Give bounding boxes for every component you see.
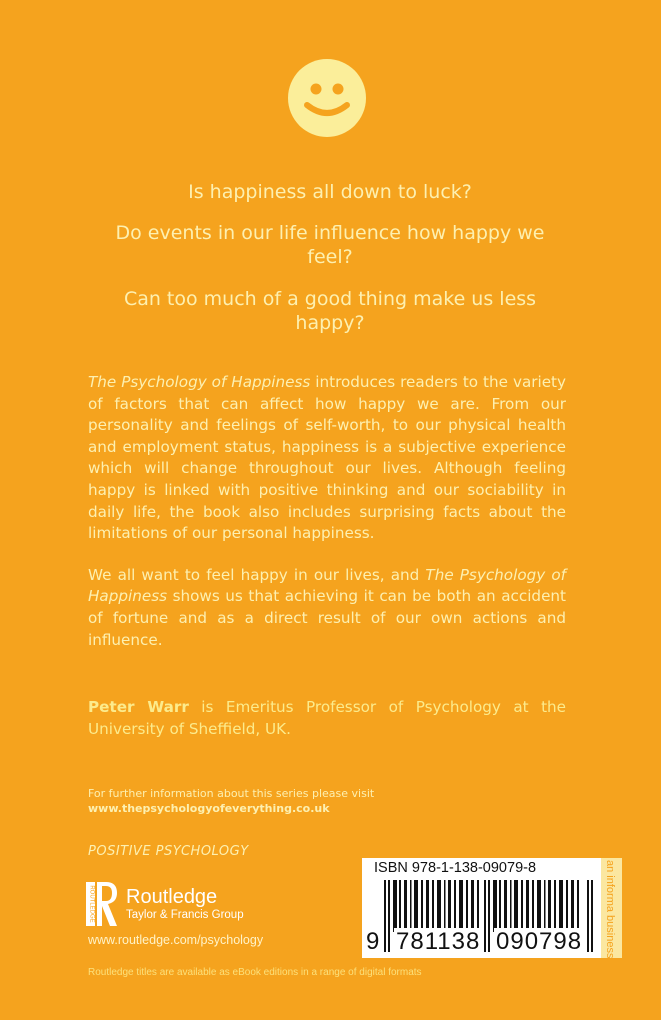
publisher-url-link[interactable]: www.routledge.com/psychology: [88, 933, 264, 947]
description-paragraph-2: We all want to feel happy in our lives, and The Psychology of Happiness shows us that achieving it can be both an accident of fortune and as a direct result of our own actions and influence.: [88, 565, 566, 649]
routledge-logo: [86, 882, 244, 926]
questions-block: [60, 180, 600, 353]
book-description: [88, 372, 566, 671]
ean-first-digit: 9: [366, 928, 380, 955]
book-title: The Psychology of Happiness: [88, 565, 566, 606]
author-name: Peter Warr: [88, 698, 189, 716]
ean-right-digits: 090798: [496, 928, 583, 955]
author-bio: Peter Warr is Emeritus Professor of Psychology at the University of Sheffield, UK.: [88, 698, 566, 738]
ean-left-digits: 781138: [396, 928, 481, 955]
publisher-group: Taylor & Francis Group: [126, 909, 244, 921]
question-3: Can too much of a good thing make us less happy?: [123, 288, 537, 334]
question-1: Is happiness all down to luck?: [188, 181, 472, 203]
isbn-barcode: [362, 858, 601, 958]
routledge-r-icon: [86, 882, 118, 926]
description-paragraph-1: The Psychology of Happiness introduces readers to the variety of factors that can affect how happy we are. From our personality and feelings of self-worth, to our physical health and employment status, happiness is a subjective experience which will change throughout our lives. Although feeling happy is linked with positive thinking and our sociability in daily life, the book also includes surprising facts about the limitations of our personal happiness.: [88, 373, 566, 543]
positive-psychology-logo: POSITIVE PSYCHOLOGY: [88, 844, 249, 859]
ebook-note: Routledge titles are available as eBook editions in a range of digital formats: [88, 967, 422, 978]
informa-strip: [601, 858, 622, 958]
smiley-face-icon: [287, 58, 367, 138]
book-title: The Psychology of Happiness: [88, 373, 311, 391]
publisher-name: Routledge: [126, 886, 218, 908]
svg-text:ROUTLEDGE: ROUTLEDGE: [88, 885, 95, 923]
question-2: Do events in our life influence how happy we feel?: [115, 222, 545, 268]
series-info-text: For further information about this series please visit: [88, 787, 375, 800]
series-info: [88, 786, 374, 816]
series-url-link[interactable]: www.thepsychologyofeverything.co.uk: [88, 802, 330, 815]
informa-text: an informa business: [604, 860, 616, 959]
isbn-text: ISBN 978-1-138-09079-8: [374, 860, 537, 876]
